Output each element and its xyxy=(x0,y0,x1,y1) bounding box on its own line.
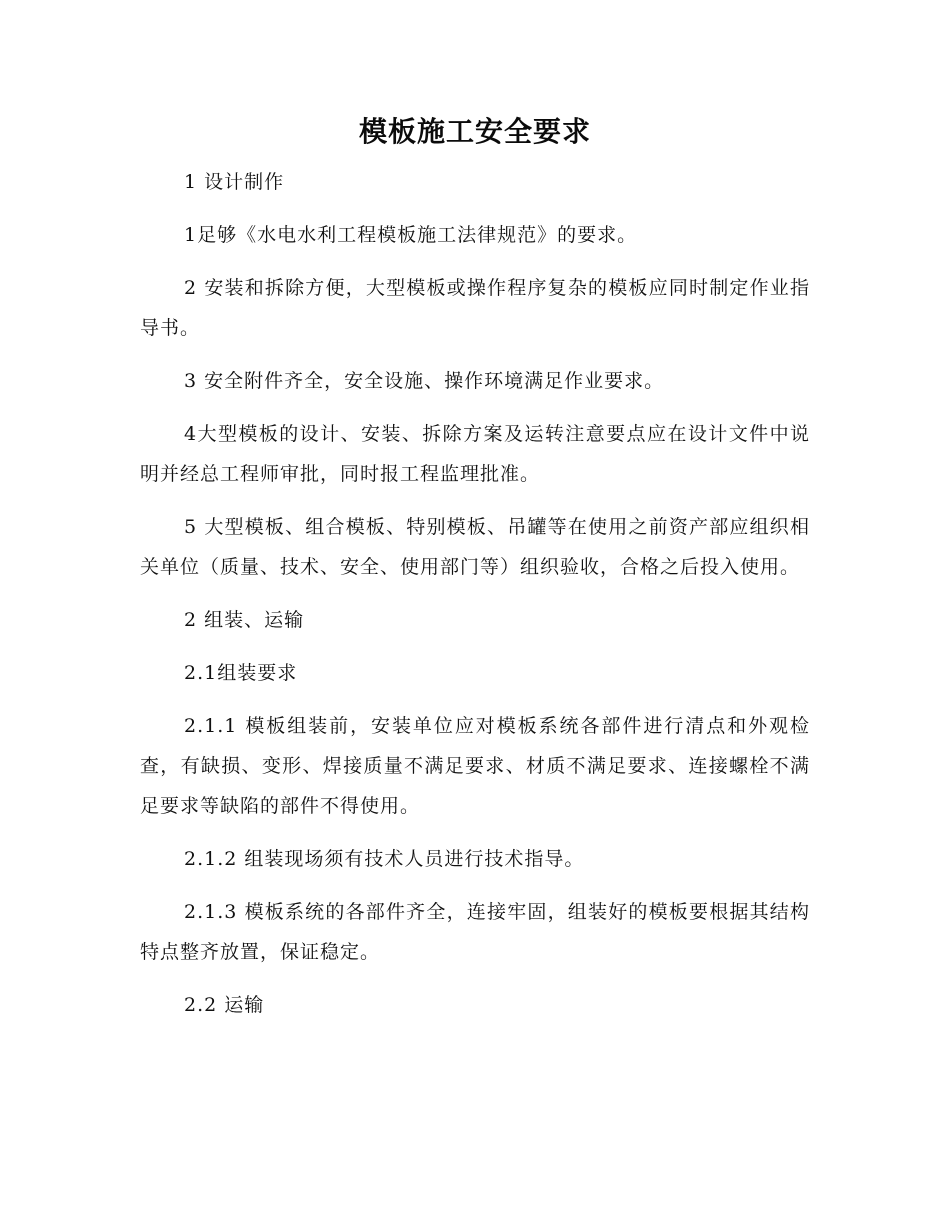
paragraph-2-1-2: 2.1.2 组装现场须有技术人员进行技术指导。 xyxy=(184,848,585,870)
paragraph-2-1-3: 2.1.3 模板系统的各部件齐全，连接牢固，组装好的模板要根据其结构特点整齐放置，保证稳定。 xyxy=(140,901,810,963)
subsection-heading-2-2: 2.2 运输 xyxy=(184,994,265,1016)
section-heading-1: 1 设计制作 xyxy=(184,171,285,193)
paragraph-1-1: 1足够《水电水利工程模板施工法律规范》的要求。 xyxy=(184,224,638,246)
subsection-heading-2-1: 2.1组装要求 xyxy=(184,662,298,684)
document-title: 模板施工安全要求 xyxy=(358,115,591,148)
section-heading-2: 2 组装、运输 xyxy=(184,609,305,631)
paragraph-2-1-1: 2.1.1 模板组装前，安装单位应对模板系统各部件进行清点和外观检查，有缺损、变形、焊接质量不满足要求、材质不满足要求、连接螺栓不满足要求等缺陷的部件不得使用。 xyxy=(140,715,810,817)
paragraph-1-4: 4大型模板的设计、安装、拆除方案及运转注意要点应在设计文件中说明并经总工程师审批，同时报工程监理批准。 xyxy=(140,423,810,485)
paragraph-1-2: 2 安装和拆除方便，大型模板或操作程序复杂的模板应同时制定作业指导书。 xyxy=(140,277,810,339)
document-body xyxy=(140,162,810,1038)
paragraph-1-3: 3 安全附件齐全，安全设施、操作环境满足作业要求。 xyxy=(184,370,665,392)
paragraph-1-5: 5 大型模板、组合模板、特别模板、吊罐等在使用之前资产部应组织相关单位（质量、技术、安全、使用部门等）组织验收，合格之后投入使用。 xyxy=(140,516,810,578)
